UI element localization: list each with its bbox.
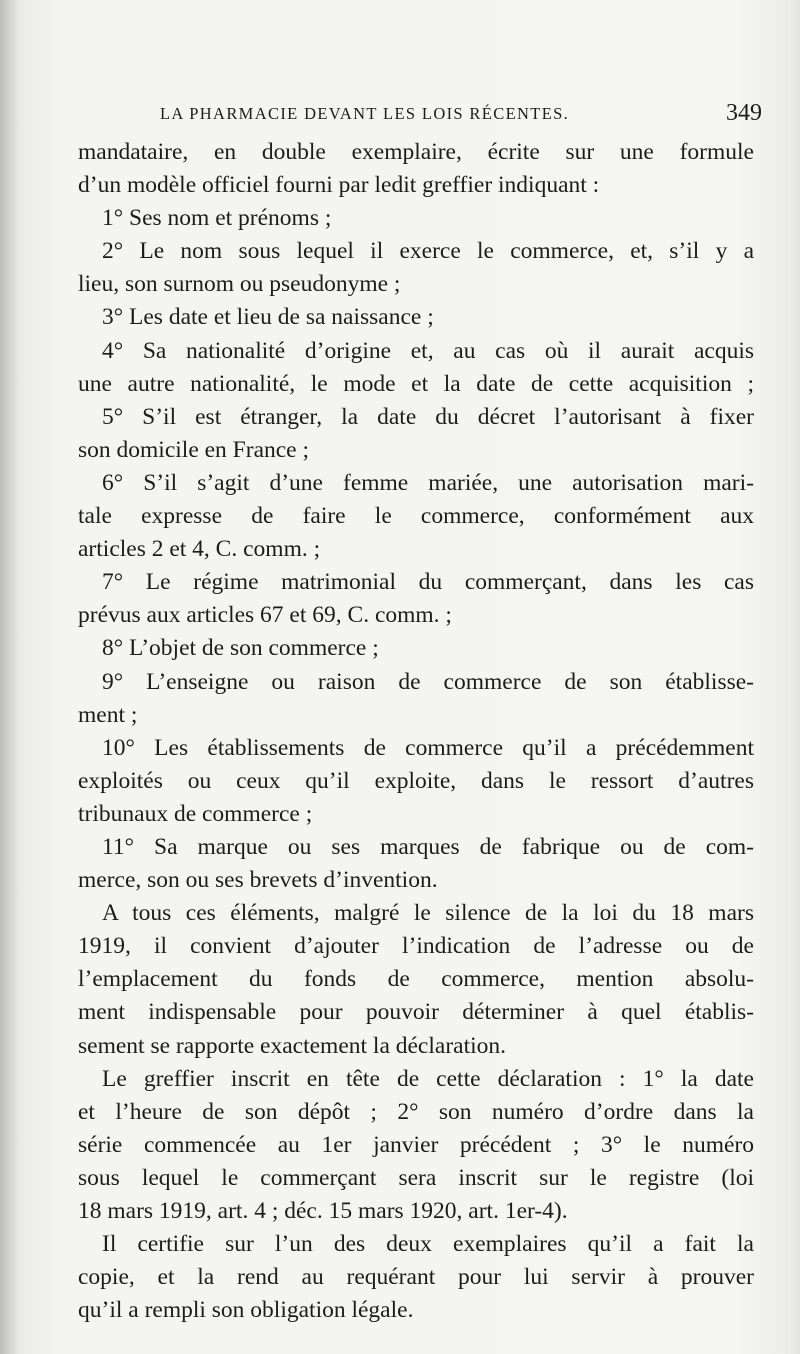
text-line: copie, et la rend au requérant pour lui servir à prouver — [78, 1264, 754, 1291]
text-line: lieu, son surnom ou pseudonyme ; — [78, 271, 401, 298]
text-line: 9° L’enseigne ou raison de commerce de son établisse- — [102, 668, 754, 695]
text-line: l’emplacement du fonds de commerce, mention absolu- — [78, 966, 754, 993]
text-line: 10° Les établissements de commerce qu’il a précédemment — [102, 734, 754, 761]
text-line: Le greffier inscrit en tête de cette déclaration : 1° la date — [102, 1065, 754, 1092]
text-line: 11° Sa marque ou ses marques de fabrique ou de com- — [102, 833, 754, 860]
text-line: prévus aux articles 67 et 69, C. comm. ; — [78, 602, 452, 629]
text-line: tribunaux de commerce ; — [78, 800, 313, 827]
text-line: 5° S’il est étranger, la date du décret l’autorisant à fixer — [102, 403, 754, 430]
page-number: 349 — [726, 100, 762, 126]
text-line: sement se rapporte exactement la déclaration. — [78, 1032, 507, 1059]
page-gutter-shadow — [0, 0, 18, 1354]
text-line: série commencée au 1er janvier précédent ; 3° le numéro — [78, 1131, 754, 1158]
text-line: merce, son ou ses brevets d’invention. — [78, 867, 438, 894]
text-line: d’un modèle officiel fourni par ledit greffier indiquant : — [78, 172, 600, 199]
page-header — [160, 100, 772, 134]
text-line: 18 mars 1919, art. 4 ; déc. 15 mars 1920, art. 1er-4). — [78, 1198, 568, 1224]
text-line: 6° S’il s’agit d’une femme mariée, une autorisation mari- — [102, 469, 754, 496]
text-line: exploités ou ceux qu’il exploite, dans le ressort d’autres — [78, 767, 754, 794]
text-line: 2° Le nom sous lequel il exerce le commerce, et, s’il y a — [102, 238, 754, 265]
text-line: tale expresse de faire le commerce, conformément aux — [78, 503, 754, 530]
text-line: 4° Sa nationalité d’origine et, au cas où il aurait acquis — [102, 337, 754, 364]
text-line: 1919, il convient d’ajouter l’indication de l’adresse ou de — [78, 933, 754, 960]
text-line: son domicile en France ; — [78, 436, 310, 463]
text-line: articles 2 et 4, C. comm. ; — [78, 536, 321, 563]
text-line: ment ; — [78, 701, 138, 728]
text-line: qu’il a rempli son obligation légale. — [78, 1297, 414, 1324]
running-title: LA PHARMACIE DEVANT LES LOIS RÉCENTES. — [160, 104, 570, 123]
text-line: sous lequel le commerçant sera inscrit sur le registre (loi — [78, 1164, 754, 1191]
text-line: 8° L’objet de son commerce ; — [102, 635, 379, 662]
text-line: A tous ces éléments, malgré le silence de la loi du 18 mars — [102, 900, 754, 927]
text-line: ment indispensable pour pouvoir déterminer à quel établis- — [78, 999, 754, 1026]
text-line: 1° Ses nom et prénoms ; — [102, 205, 332, 232]
body-text — [78, 136, 754, 1327]
text-line: Il certifie sur l’un des deux exemplaires qu’il a fait la — [102, 1231, 754, 1258]
text-line: et l’heure de son dépôt ; 2° son numéro d’ordre dans la — [78, 1098, 754, 1125]
text-line: mandataire, en double exemplaire, écrite sur une formule — [78, 139, 754, 165]
text-line: 3° Les date et lieu de sa naissance ; — [102, 304, 434, 331]
text-line: une autre nationalité, le mode et la date de cette acquisition ; — [78, 370, 754, 397]
text-line: 7° Le régime matrimonial du commerçant, dans les cas — [102, 569, 754, 596]
